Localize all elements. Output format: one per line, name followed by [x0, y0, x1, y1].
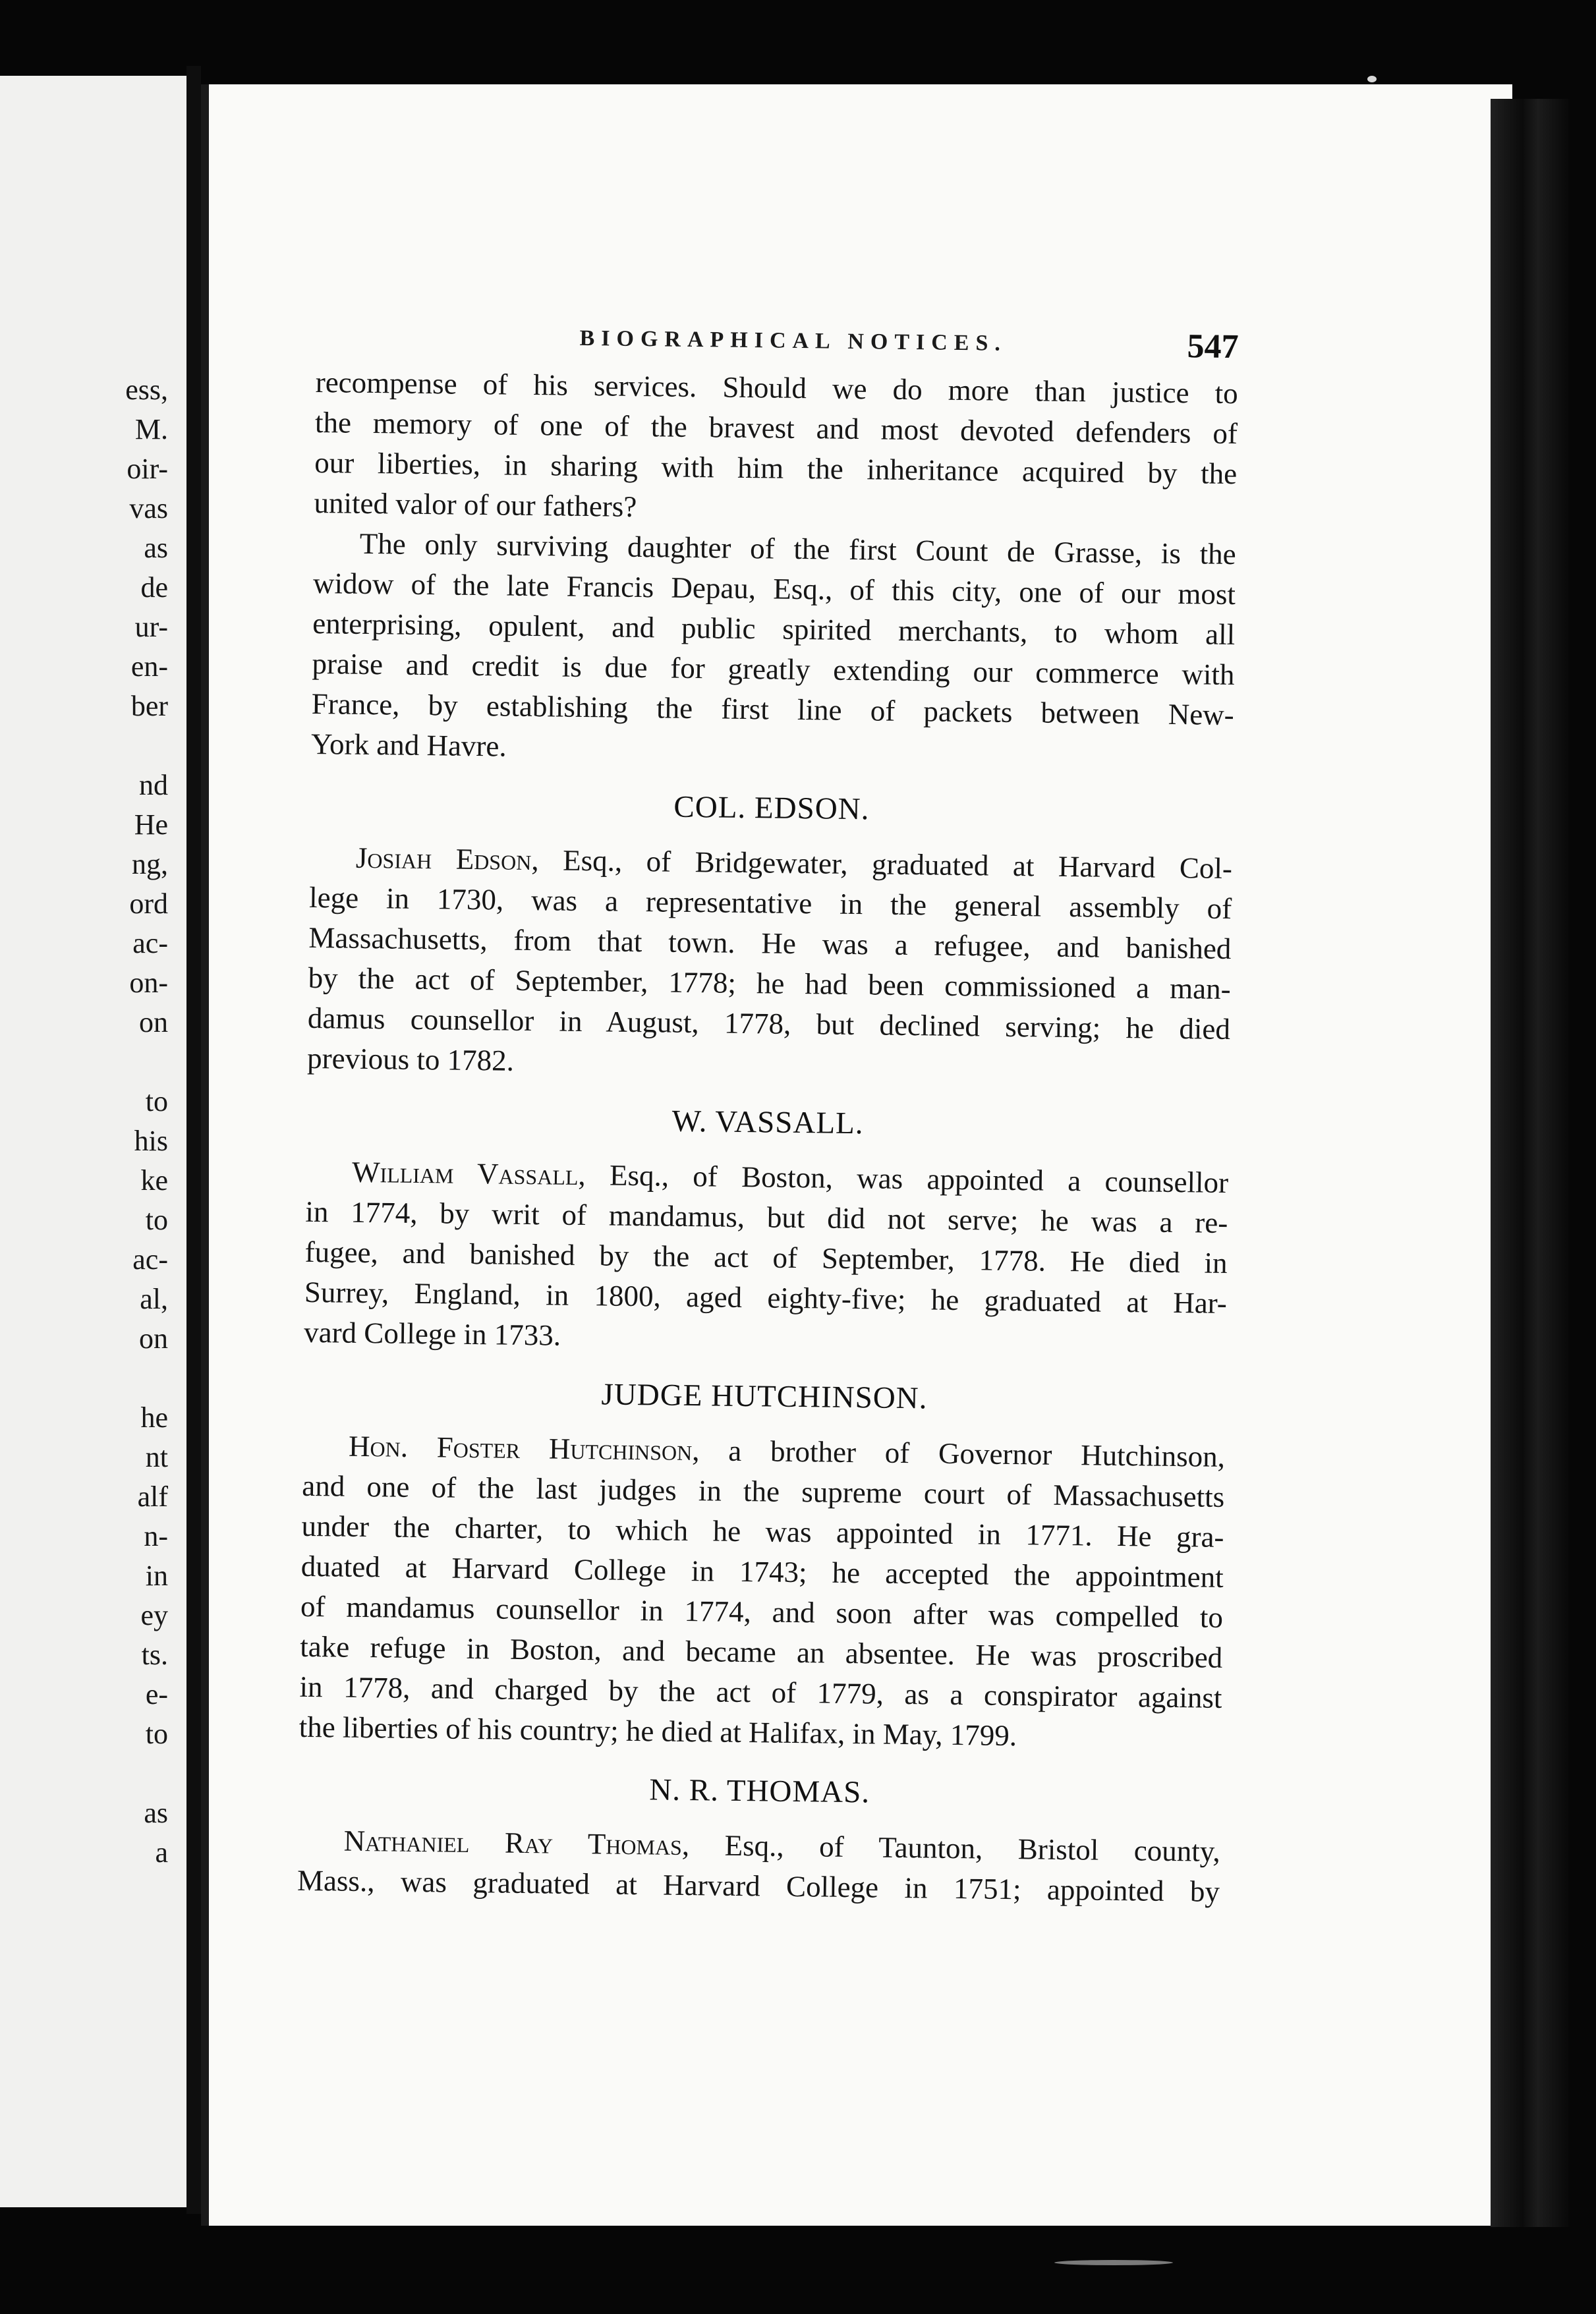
left-fragment: in: [145, 1560, 168, 1592]
text-line: The only surviving daughter of the first Count de Grasse, is the: [359, 526, 1236, 571]
text-line: Surrey, England, in 1800, aged eighty-five; he graduated at Har-: [304, 1275, 1228, 1320]
text-line: widow of the late Francis Depau, Esq., of this city, one of our most: [312, 566, 1236, 611]
left-fragment: a: [155, 1836, 168, 1869]
text-line: under the charter, to which he was appointed in 1771. He gra-: [301, 1509, 1224, 1554]
left-fragment: en-: [130, 650, 168, 683]
left-fragment: vas: [129, 492, 168, 524]
left-fragment: on: [139, 1322, 168, 1355]
text-line: fugee, and banished by the act of September, 1778. He died in: [304, 1235, 1228, 1280]
left-fragment: ur-: [134, 611, 168, 643]
section-heading: COL. EDSON.: [673, 789, 870, 827]
left-fragment: ord: [129, 888, 168, 920]
scan-speck: [1054, 2260, 1173, 2265]
left-fragment: e-: [145, 1678, 168, 1710]
page-text-block: [297, 316, 1239, 1912]
section-thomas: [297, 1766, 1221, 1912]
left-fragment: he: [140, 1401, 168, 1434]
text-line: praise and credit is due for greatly extending our commerce with: [312, 646, 1235, 692]
text-line-rest: , Esq., of Bridgewater, graduated at Harvard Col-: [531, 843, 1233, 886]
text-line: enterprising, opulent, and public spirited merchants, to whom all: [312, 606, 1236, 652]
scan-speck: [1367, 76, 1377, 82]
left-fragment: ey: [140, 1599, 168, 1631]
left-fragment: al,: [140, 1283, 168, 1315]
text-line: Massachusetts, from that town. He was a refugee, and banished: [308, 920, 1232, 966]
left-fragment: ac-: [132, 1243, 168, 1276]
text-line: by the act of September, 1778; he had been commissioned a man-: [308, 961, 1231, 1006]
section-hutchinson: [299, 1371, 1226, 1759]
text-line-rest: , a brother of Governor Hutchinson,: [691, 1434, 1226, 1473]
text-line: vard College in 1733.: [303, 1315, 561, 1352]
section-edson: [307, 783, 1233, 1090]
left-page-text-fragments: [0, 76, 168, 2207]
left-fragment: on: [139, 1006, 168, 1038]
text-line: damus counsellor in August, 1778, but declined serving; he died: [307, 1001, 1231, 1046]
page-number: 547: [1187, 327, 1239, 366]
left-fragment: ess,: [125, 374, 168, 406]
left-fragment: M.: [134, 413, 168, 445]
intro-paragraph: [314, 362, 1238, 534]
left-fragment: He: [134, 808, 168, 841]
left-fragment: to: [145, 1085, 168, 1117]
text-line: united valor of our fathers?: [314, 486, 637, 523]
left-fragment: to: [145, 1718, 168, 1750]
text-line-rest: , Esq., of Taunton, Bristol county,: [681, 1828, 1220, 1868]
left-fragment: alf: [137, 1481, 168, 1513]
text-line: lege in 1730, was a representative in the general assembly of: [308, 880, 1232, 926]
left-fragment: ac-: [132, 927, 168, 959]
text-line: in 1774, by writ of mandamus, but did not serve; he was a re-: [305, 1195, 1228, 1240]
text-line: take refuge in Boston, and became an absentee. He was proscribed: [300, 1629, 1223, 1674]
text-line: in 1778, and charged by the act of 1779, as a conspirator against: [299, 1670, 1222, 1714]
left-fragment: as: [144, 1797, 168, 1829]
person-name: Hon. Foster Hutchinson: [348, 1429, 693, 1467]
text-line: duated at Harvard College in 1743; he accepted the appointment: [300, 1549, 1224, 1594]
left-fragment: on-: [129, 967, 168, 999]
text-line: York and Havre.: [310, 727, 507, 763]
text-line: recompense of his services. Should we do more than justice to: [315, 365, 1238, 410]
left-fragment: oir-: [127, 453, 168, 485]
text-line: the liberties of his country; he died at Halifax, in May, 1799.: [299, 1710, 1017, 1753]
person-name: William Vassall: [351, 1155, 579, 1191]
text-line: the memory of one of the bravest and most devoted defenders of: [314, 405, 1238, 451]
section-heading: N. R. THOMAS.: [649, 1772, 870, 1810]
section-heading: W. VASSALL.: [671, 1104, 864, 1141]
text-line: France, by establishing the first line of packets between New-: [311, 687, 1235, 732]
text-line-rest: , Esq., of Boston, was appointed a counsellor: [578, 1158, 1229, 1200]
left-fragment: ber: [130, 690, 168, 722]
left-fragment: de: [140, 571, 168, 604]
left-fragment: ng,: [132, 848, 168, 880]
left-fragment: to: [145, 1204, 168, 1236]
left-fragment: nt: [145, 1441, 168, 1473]
left-fragment: ts.: [141, 1639, 168, 1671]
section-heading: JUDGE HUTCHINSON.: [601, 1377, 928, 1416]
text-line: our liberties, in sharing with him the inheritance acquired by the: [314, 445, 1238, 491]
book-gutter: [186, 66, 201, 2214]
text-line: and one of the last judges in the supreme court of Massachusetts: [302, 1469, 1225, 1513]
running-title: BIOGRAPHICAL NOTICES.: [579, 325, 1008, 356]
text-line: Mass., was graduated at Harvard College in 1751; appointed by: [297, 1863, 1220, 1908]
left-page-edge: [0, 76, 200, 2207]
text-line: of mandamus counsellor in 1774, and soon after was compelled to: [300, 1589, 1224, 1634]
text-line: previous to 1782.: [306, 1041, 515, 1077]
left-fragment: nd: [139, 769, 168, 801]
person-name: Josiah Edson: [355, 841, 532, 877]
person-name: Nathaniel Ray Thomas: [343, 1824, 683, 1861]
section-vassall: [304, 1097, 1230, 1364]
left-fragment: ke: [140, 1164, 168, 1197]
left-fragment: n-: [144, 1520, 168, 1552]
right-page-fore-edge: [1491, 99, 1570, 2227]
grasse-paragraph: [311, 523, 1236, 776]
left-fragment: as: [144, 532, 168, 564]
left-fragment: his: [134, 1125, 168, 1157]
